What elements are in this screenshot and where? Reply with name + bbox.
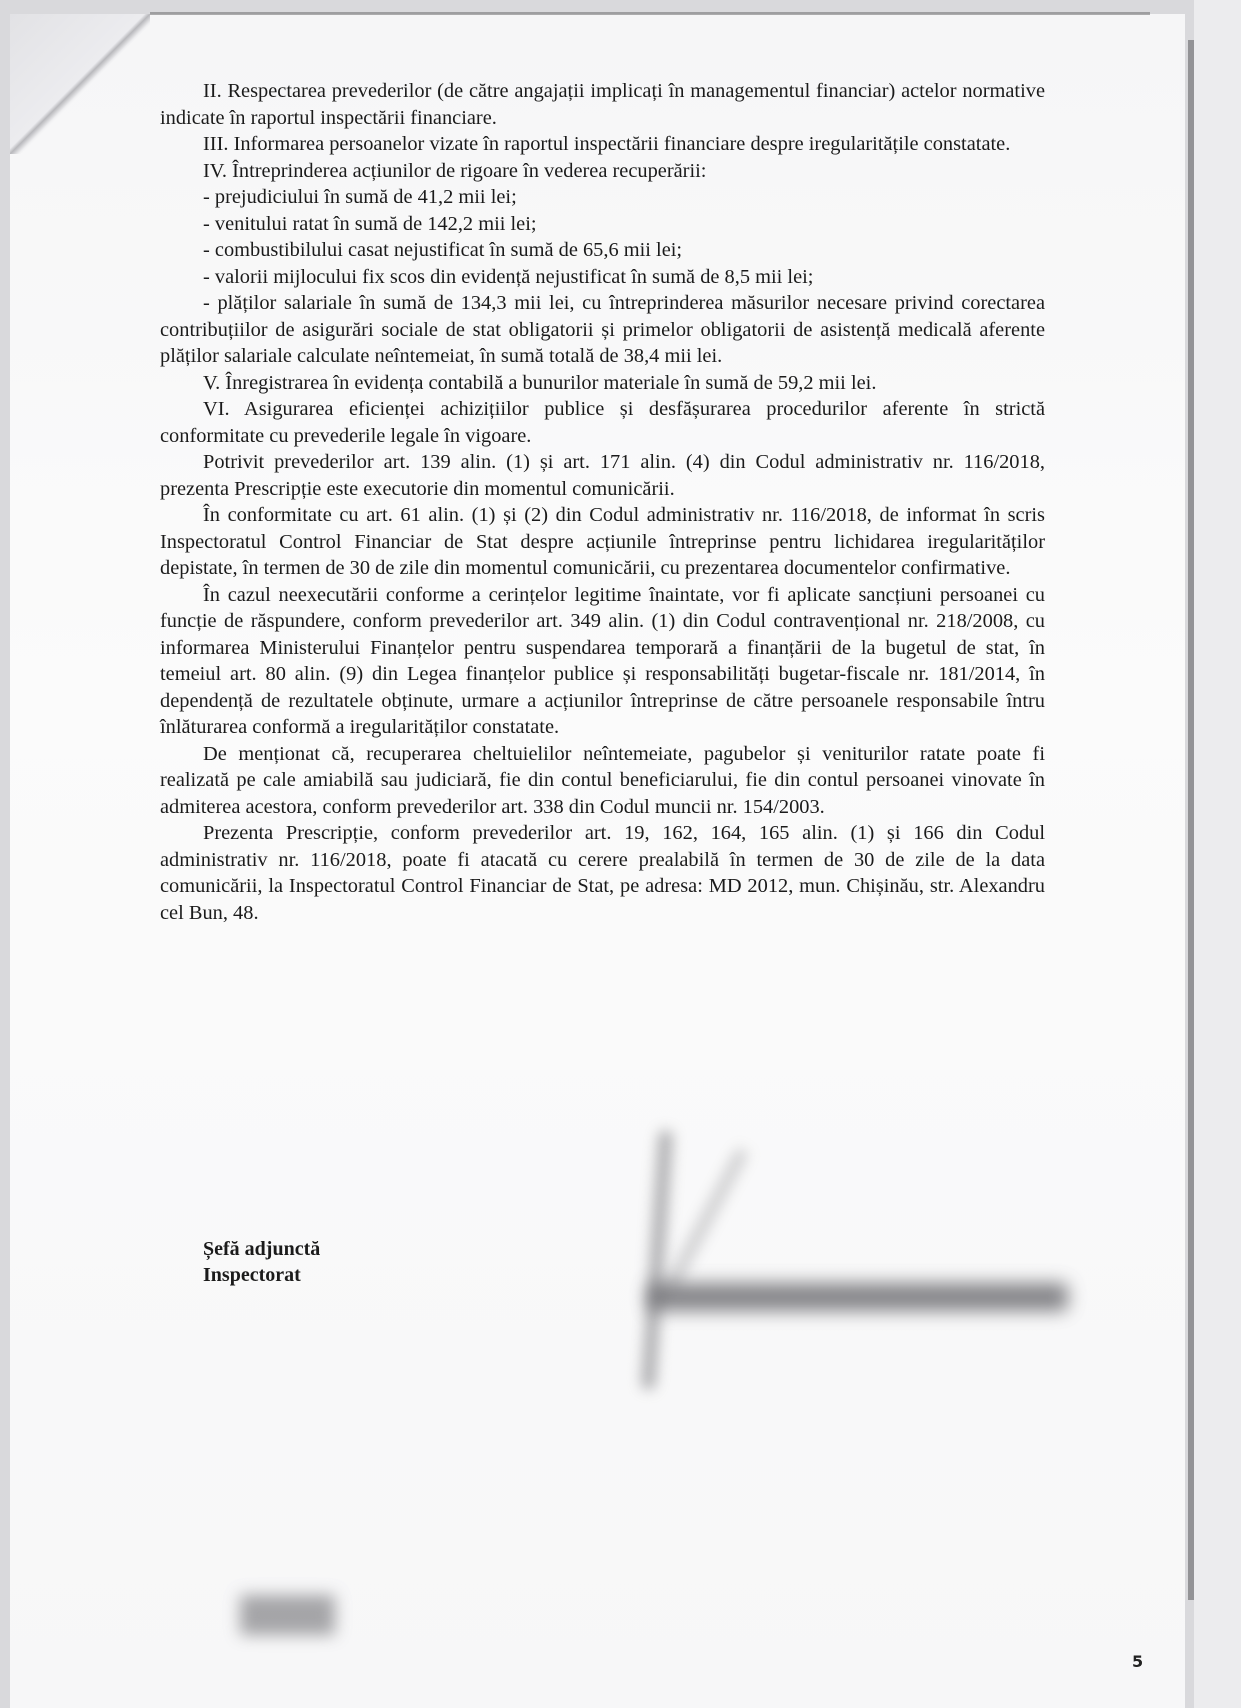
paragraph-v: V. Înregistrarea în evidența contabilă a bunurilor materiale în sumă de 59,2 mii lei. [203,371,877,394]
page-top-edge [150,12,1150,15]
paragraph-iv: IV. Întreprinderea acțiunilor de rigoare în vederea recuperării: [203,159,707,182]
paragraph-enforceability: Potrivit prevederilor art. 139 alin. (1) și art. 171 alin. (4) din Codul administrativ nr. 116/2018, prezenta Prescripție este executorie din momentul comunicării. [160,451,1045,500]
scan-margin [1194,0,1241,1708]
signatory-institution: Inspectorat [203,1264,301,1286]
list-item: - plăților salariale în sumă de 134,3 mii lei, cu întreprinderea măsurilor necesare privind corectarea contribuțiilor de asigurări sociale de stat obligatorii și primelor obligatorii de asistență medicală aferente plăților salariale calculate neîntemeiat, în sumă totală de 38,4 mii lei. [160,292,1045,367]
paragraph-sanctions: În cazul neexecutării conforme a cerințelor legitime înaintate, vor fi aplicate sancțiuni persoanei cu funcție de răspundere, conform prevederilor art. 349 alin. (1) din Codul contravențional nr. 218/2008, cu informarea Ministerului Finanțelor pentru suspendarea temporară a finanțării de la bugetul de stat, în temeiul art. 80 alin. (9) din Legea finanțelor publice și responsabilități bugetar-fiscale nr. 181/2014, în dependență de rezultatele obținute, urmare a acțiunilor întreprinse de către persoanele responsabile întru înlăturarea conformă a iregularităților constatate. [160,583,1045,738]
paragraph-iii: III. Informarea persoanelor vizate în raportul inspectării financiare despre iregularitățile constatate. [203,133,1011,155]
signatory-position: Șefă adjunctă [203,1238,321,1260]
list-item: - prejudiciului în sumă de 41,2 mii lei; [203,186,517,208]
list-item: - combustibilului casat nejustificat în sumă de 65,6 mii lei; [203,239,683,261]
paragraph-recovery: De menționat că, recuperarea cheltuielilor neîntemeiate, pagubelor și veniturilor ratate poate fi realizată pe cale amiabilă sau judiciară, fie din contul beneficiarului, fie din contul persoanei vinovate în admiterea acestora, conform prevederilor art. 338 din Codul muncii nr. 154/2003. [160,742,1045,818]
paragraph-appeal: Prezenta Prescripție, conform prevederilor art. 19, 162, 164, 165 alin. (1) și 166 din Codul administrativ nr. 116/2018, poate fi atacată cu cerere prealabilă în termen de 30 de zile de la data comunicării, la Inspectoratul Control Financiar de Stat, pe adresa: MD 2012, mun. Chișinău, str. Alexandru cel Bun, 48. [160,822,1045,924]
folded-corner [10,14,150,154]
list-item: - valorii mijlocului fix scos din evidență nejustificat în sumă de 8,5 mii lei; [203,265,814,288]
signatory-block [203,1236,320,1288]
list-item: - venitului ratat în sumă de 142,2 mii lei; [203,212,537,235]
paragraph-ii: II. Respectarea prevederilor (de către angajații implicați în managementul financiar) actelor normative indicate în raportul inspectării financiare. [160,80,1045,129]
paragraph-vi: VI. Asigurarea eficienței achizițiilor publice și desfășurarea procedurilor aferente în strictă conformitate cu prevederile legale în vigoare. [160,398,1045,447]
redacted-name [648,1283,1068,1311]
redacted-stamp [240,1595,335,1635]
page-number: 5 [1132,1652,1144,1671]
paragraph-reporting: În conformitate cu art. 61 alin. (1) și (2) din Codul administrativ nr. 116/2018, de informat în scris Inspectoratul Control Financiar de Stat despre acțiunile întreprinse pentru lichidarea iregularităților depistate, în termen de 30 de zile din momentul comunicării, cu prezentarea documentelor confirmative. [160,504,1045,579]
document-body [160,78,1045,926]
